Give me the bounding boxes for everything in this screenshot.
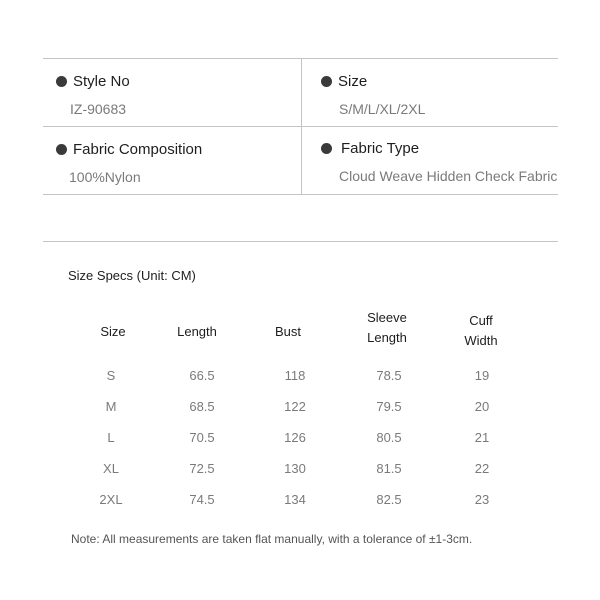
cell-size: S <box>106 368 116 383</box>
divider-bottom <box>43 194 558 195</box>
cell-cuff-width: 22 <box>474 461 490 476</box>
cell-cuff-width: 23 <box>474 492 490 507</box>
header-sleeve-length: Sleeve Length <box>367 310 407 345</box>
cell-size: XL <box>103 461 119 476</box>
bullet-dot-icon <box>56 144 67 155</box>
bullet-dot-icon <box>56 76 67 87</box>
cell-length: 66.5 <box>189 368 215 383</box>
cell-sleeve-length: 78.5 <box>376 368 402 383</box>
cell-length: 72.5 <box>189 461 215 476</box>
cell-cuff-width: 19 <box>474 368 490 383</box>
bullet-dot-icon <box>321 143 332 154</box>
cell-bust: 126 <box>284 430 306 445</box>
cell-size: L <box>107 430 115 445</box>
attr-label: Fabric Type <box>341 140 420 157</box>
cell-length: 70.5 <box>189 430 215 445</box>
header-bust: Bust <box>274 324 301 339</box>
attr-value: Cloud Weave Hidden Check Fabric <box>339 168 558 184</box>
cell-size: M <box>105 399 117 414</box>
cell-length: 74.5 <box>189 492 215 507</box>
attr-fabric-type <box>321 140 557 184</box>
attr-label: Style No <box>73 73 130 90</box>
divider-vertical-1 <box>301 58 302 126</box>
cell-length: 68.5 <box>189 399 215 414</box>
cell-bust: 118 <box>284 368 306 383</box>
cell-sleeve-length: 79.5 <box>376 399 402 414</box>
attr-label: Size <box>338 73 368 90</box>
cell-bust: 130 <box>284 461 306 476</box>
attr-fabric-composition <box>56 141 202 185</box>
size-specs-title: Size Specs (Unit: CM) <box>68 268 196 283</box>
header-size: Size <box>100 324 126 339</box>
attr-label: Fabric Composition <box>73 141 203 158</box>
attr-value: 100%Nylon <box>69 169 141 185</box>
attr-style-no <box>56 73 130 117</box>
cell-sleeve-length: 82.5 <box>376 492 402 507</box>
cell-sleeve-length: 80.5 <box>376 430 402 445</box>
attr-size <box>321 73 425 117</box>
cell-sleeve-length: 81.5 <box>376 461 402 476</box>
attr-value: IZ-90683 <box>70 101 127 117</box>
cell-cuff-width: 20 <box>474 399 490 414</box>
cell-bust: 122 <box>284 399 306 414</box>
cell-size: 2XL <box>99 492 123 507</box>
divider-vertical-2 <box>301 126 302 194</box>
header-length: Length <box>177 324 217 339</box>
cell-cuff-width: 21 <box>474 430 490 445</box>
cell-bust: 134 <box>284 492 306 507</box>
bullet-dot-icon <box>321 76 332 87</box>
header-cuff-width: Cuff Width <box>464 313 498 348</box>
section-divider <box>43 241 558 242</box>
attr-value: S/M/L/XL/2XL <box>339 101 426 117</box>
measurement-note: Note: All measurements are taken flat manually, with a tolerance of ±1-3cm. <box>71 532 473 546</box>
